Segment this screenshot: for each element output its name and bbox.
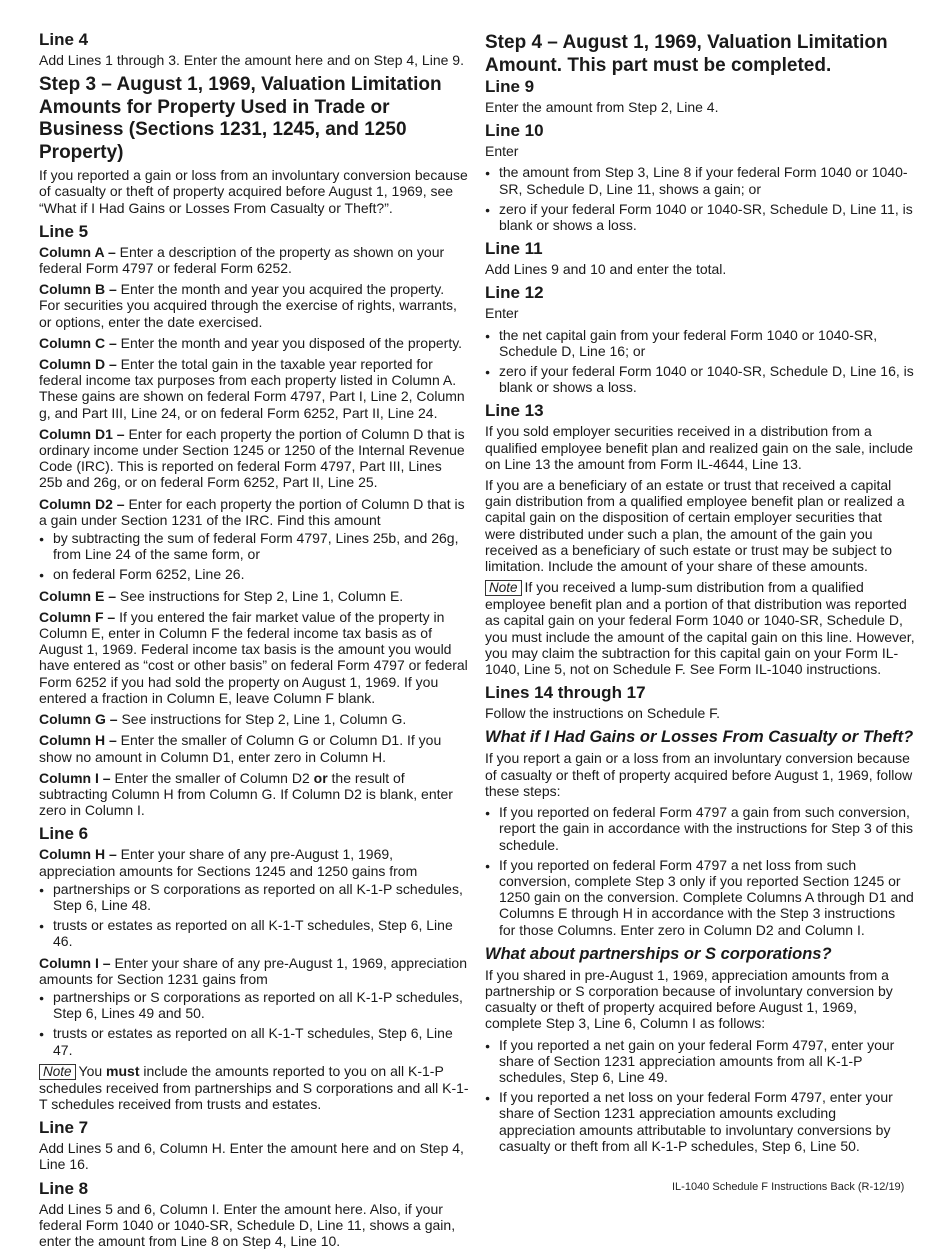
line10-heading: Line 10: [485, 121, 544, 141]
column-f-text: If you entered the fair market value of the property in Column E, enter in Column F the federal income tax basis as of August 1, 1969. Federal income tax basis is the amount you would have entered as “cost or other basis” on federal Form 4797 or federal Form 6252 if you had sold the property on August 1, 1969. If you entered a fraction in Column E, leave Column F blank.: [39, 608, 468, 706]
line5-column-c: [39, 335, 469, 351]
line9-text: Enter the amount from Step 2, Line 4.: [485, 99, 719, 115]
step3-heading: Step 3 – August 1, 1969, Valuation Limitation Amounts for Property Used in Trade or Business (Sections 1231, 1245, and 1250 Property): [39, 74, 442, 163]
column-i-label: Column I –: [39, 954, 111, 971]
column-d1-text: Enter for each property the portion of Column D that is ordinary income under Section 1245 or 1250 of the Internal Revenue Code (IRC). This is reported on federal Form 4797, Part III, Lines 25b and 26g, or on federal Form 6252, Part II, Line 25.: [39, 425, 465, 491]
line6-column-h-bullets: [39, 881, 469, 950]
list-item: ● partnerships or S corporations as reported on all K-1-P schedules, Step 6, Line 48.: [39, 881, 469, 913]
column-i-text: Enter the smaller of Column D2: [114, 769, 310, 786]
list-item: ● trusts or estates as reported on all K-1-T schedules, Step 6, Line 46.: [39, 917, 469, 949]
line12-heading: Line 12: [485, 283, 544, 303]
line13-heading: Line 13: [485, 401, 544, 421]
line5-column-a: [39, 244, 469, 276]
line5-column-g: [39, 711, 469, 727]
left-column: [39, 30, 469, 1254]
column-d1-label: Column D1 –: [39, 425, 125, 442]
line5-column-b: [39, 281, 469, 330]
column-g-text: See instructions for Step 2, Line 1, Column G.: [121, 711, 407, 728]
line4-text: Add Lines 1 through 3. Enter the amount here and on Step 4, Line 9.: [39, 52, 464, 68]
lines14-17-heading: Lines 14 through 17: [485, 683, 646, 703]
line9-heading: Line 9: [485, 77, 535, 96]
line13-paragraph-2: If you are a beneficiary of an estate or trust that received a capital gain distribution from a qualified employee benefit plan or realized a capital gain on the disposition of certain employer securities that were distributed under such a plan, the amount of the gain you received as a beneficiary of such estate or trust may be subject to limitation. Include the amount of your share of these amounts.: [485, 477, 905, 575]
list-item: ● If you reported a net loss on your federal Form 4797, enter your share of Section 1231 appreciation amounts excluding appreciation amounts attributable to involuntary conversions by casualty or theft from all K-1-P schedules, Step 6, Line 50.: [485, 1089, 915, 1154]
column-b-label: Column B –: [39, 281, 117, 298]
column-c-label: Column C –: [39, 334, 117, 351]
line8-text: Add Lines 5 and 6, Column I. Enter the amount here. Also, if your federal Form 1040 or 1040-SR, Schedule D, Line 11, shows a gain, enter the amount from Line 8 on Step 4, Line 10.: [39, 1200, 456, 1249]
column-h-label: Column H –: [39, 732, 117, 749]
page-footer: IL-1040 Schedule F Instructions Back (R-12/19): [672, 1181, 905, 1193]
line12-bullets: [485, 327, 915, 396]
line6-column-i-bullets: [39, 989, 469, 1058]
line5-column-d: [39, 356, 469, 421]
line11-heading: Line 11: [485, 239, 543, 259]
line6-column-i: [39, 955, 469, 987]
list-item: ● the amount from Step 3, Line 8 if your federal Form 1040 or 1040-SR, Schedule D, Line 11, shows a gain; or: [485, 164, 915, 196]
note-text-a: You: [78, 1062, 103, 1079]
line5-column-h: [39, 732, 469, 764]
column-i-or: or: [313, 769, 328, 786]
line6-column-h: [39, 846, 469, 878]
line6-note: [39, 1063, 469, 1112]
list-item: ● If you reported on federal Form 4797 a gain from such conversion, report the gain in accordance with the instructions for Step 3 of this schedule.: [485, 804, 915, 853]
column-a-label: Column A –: [39, 243, 116, 260]
list-item: ● by subtracting the sum of federal Form 4797, Lines 25b, and 26g, from Line 24 of the same form, or: [39, 530, 469, 562]
note-text: If you received a lump-sum distribution from a qualified employee benefit plan and a portion of that distribution was reported as capital gain on your federal Form 1040 or 1040-SR, Schedule D, you must include the amount of the capital gain on this line. However, you may claim the subtraction for this capital gain on your Form IL-1040, Line 5, not on Schedule F. See Form IL-1040 instructions.: [485, 579, 915, 678]
line11-text: Add Lines 9 and 10 and enter the total.: [485, 261, 727, 278]
partnerships-heading: What about partnerships or S corporations?: [485, 944, 832, 963]
column-i-text: Enter your share of any pre-August 1, 1969, appreciation amounts for Section 1231 gains from: [39, 954, 468, 987]
right-column: [485, 32, 915, 1159]
casualty-heading: What if I Had Gains or Losses From Casualty or Theft?: [485, 728, 914, 747]
note-text-b: include the amounts reported to you on all K-1-P schedules received from partnerships and S corporations and all K-1-T schedules received from trusts and estates.: [39, 1062, 469, 1112]
list-item: ● If you reported a net gain on your federal Form 4797, enter your share of Section 1231 appreciation amounts from all K-1-P schedules, Step 6, Line 49.: [485, 1037, 915, 1086]
list-item: ● on federal Form 6252, Line 26.: [39, 566, 469, 582]
step4-heading: Step 4 – August 1, 1969, Valuation Limitation Amount. This part must be completed.: [485, 32, 888, 76]
line5-column-e: [39, 588, 469, 604]
column-d-label: Column D –: [39, 356, 117, 373]
partnerships-bullets: [485, 1037, 915, 1154]
column-i-text-rest: the result of subtracting Column H from Column G. If Column D2 is blank, enter zero in Column I.: [39, 769, 453, 819]
list-item: ● partnerships or S corporations as reported on all K-1-P schedules, Step 6, Lines 49 and 50.: [39, 989, 469, 1021]
column-d-text: Enter the total gain in the taxable year reported for federal income tax purposes from each property listed in Column A. These gains are shown on federal Form 4797, Part I, Line 2, Column g, and Part III, Line 24, or on federal Form 6252, Part II, Line 24.: [39, 356, 465, 421]
list-item: ● zero if your federal Form 1040 or 1040-SR, Schedule D, Line 16, is blank or shows a loss.: [485, 363, 915, 395]
line10-bullets: [485, 164, 915, 233]
line10-text: Enter: [485, 143, 519, 160]
column-h-label: Column H –: [39, 846, 117, 863]
note-must: must: [106, 1062, 140, 1079]
list-item: ● zero if your federal Form 1040 or 1040-SR, Schedule D, Line 11, is blank or shows a loss.: [485, 201, 915, 233]
note-label: Note: [39, 1064, 76, 1080]
casualty-text: If you report a gain or a loss from an involuntary conversion because of casualty or theft of property acquired before August 1, 1969, follow these steps:: [485, 750, 913, 799]
step3-intro: If you reported a gain or loss from an involuntary conversion because of casualty or theft of property acquired before August 1, 1969, see “What if I Had Gains or Losses From Casualty or Theft?”.: [39, 167, 468, 216]
line8-heading: Line 8: [39, 1178, 89, 1198]
list-item: ● the net capital gain from your federal Form 1040 or 1040-SR, Schedule D, Line 16; or: [485, 327, 915, 359]
line5-heading: Line 5: [39, 221, 89, 241]
line5-column-d2: [39, 496, 469, 528]
column-d2-label: Column D2 –: [39, 495, 125, 512]
partnerships-text: If you shared in pre-August 1, 1969, appreciation amounts from a partnership or S corporation because of involuntary conversion by casualty or theft of property acquired before August 1, 1969, complete Step 3, Line 6, Column I as follows:: [485, 966, 893, 1032]
column-a-text: Enter a description of the property as shown on your federal Form 4797 or federal Form 6252.: [39, 243, 445, 277]
column-e-text: See instructions for Step 2, Line 1, Column E.: [119, 587, 404, 604]
column-d2-bullets: [39, 530, 469, 583]
note-label: Note: [485, 580, 522, 596]
column-g-label: Column G –: [39, 711, 118, 728]
lines14-17-text: Follow the instructions on Schedule F.: [485, 705, 721, 722]
list-item: ● If you reported on federal Form 4797 a net loss from such conversion, complete Step 3 only if you reported Section 1245 or 1250 gain on the conversion. Complete Columns A through D1 and Columns E through H in accordance with the Step 3 instructions for those Columns. Enter zero in Column D2 and Column I.: [485, 857, 915, 938]
line5-column-f: [39, 609, 469, 706]
line4-heading: Line 4: [39, 30, 89, 49]
line13-paragraph-1: If you sold employer securities received in a distribution from a qualified employee benefit plan and realized gain on the sale, include on Line 13 the amount from Form IL-4644, Line 13.: [485, 423, 914, 472]
column-i-label: Column I –: [39, 769, 111, 786]
column-h-text: Enter the smaller of Column G or Column D1. If you show no amount in Column D1, enter zero in Column H.: [39, 732, 442, 765]
column-f-label: Column F –: [39, 608, 116, 625]
line7-text: Add Lines 5 and 6, Column H. Enter the amount here and on Step 4, Line 16.: [39, 1140, 464, 1173]
line12-text: Enter: [485, 305, 519, 322]
line5-column-d1: [39, 426, 469, 491]
list-item: ● trusts or estates as reported on all K-1-T schedules, Step 6, Line 47.: [39, 1025, 469, 1057]
column-d2-text: Enter for each property the portion of Column D that is a gain under Section 1231 of the IRC. Find this amount: [39, 495, 465, 528]
column-e-label: Column E –: [39, 587, 117, 604]
line6-heading: Line 6: [39, 824, 89, 844]
line5-column-i: [39, 770, 469, 819]
column-h-text: Enter your share of any pre-August 1, 1969, appreciation amounts for Sections 1245 and 1250 gains from: [39, 846, 418, 879]
column-c-text: Enter the month and year you disposed of the property.: [120, 334, 463, 351]
line7-heading: Line 7: [39, 1118, 89, 1138]
casualty-bullets: [485, 804, 915, 938]
line13-note: [485, 579, 915, 677]
column-b-text: Enter the month and year you acquired the property. For securities you acquired through the exercise of rights, warrants, or options, enter the date exercised.: [39, 281, 457, 330]
